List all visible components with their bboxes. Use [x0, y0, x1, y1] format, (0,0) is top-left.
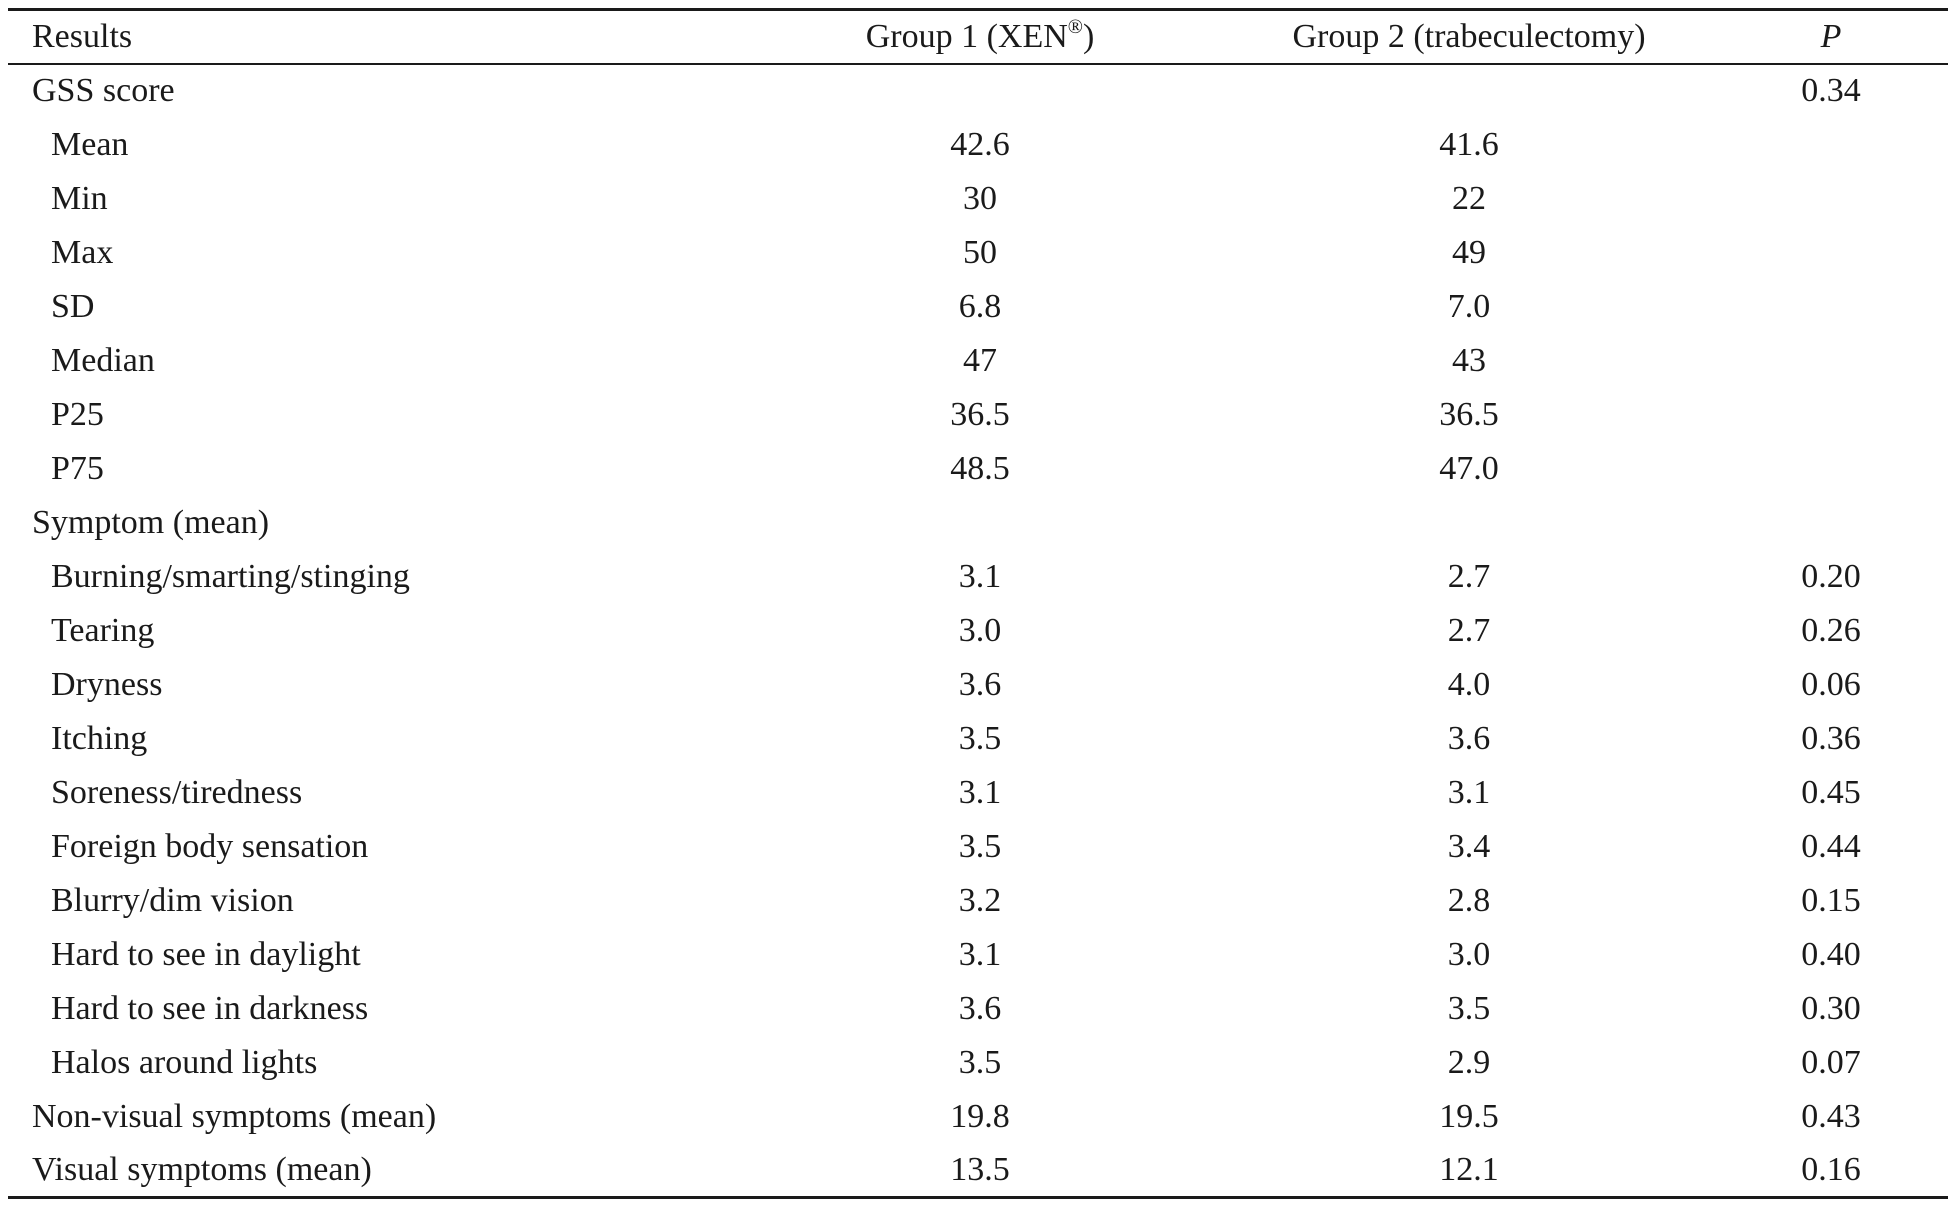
row-label: Symptom (mean)	[32, 503, 270, 541]
group-2-value: 2.7	[1447, 611, 1491, 649]
p-value: 0.16	[1714, 1144, 1948, 1198]
header-group-2: Group 2 (trabeculectomy)	[1224, 10, 1714, 64]
group-2-value: 47.0	[1439, 449, 1499, 487]
row-label: Mean	[51, 125, 129, 163]
group-1-value: 50	[963, 233, 997, 271]
p-value	[1714, 118, 1948, 172]
row-label: P75	[51, 449, 104, 487]
table-row	[8, 388, 1948, 442]
group-1-value: 3.5	[958, 1043, 1002, 1081]
group-2-value: 22	[1452, 179, 1486, 217]
table-row	[8, 766, 1948, 820]
row-label: Dryness	[51, 665, 163, 703]
group-1-value	[736, 496, 1224, 550]
p-value: 0.43	[1801, 1097, 1861, 1135]
results-table	[8, 8, 1948, 1199]
table-body	[8, 64, 1948, 1198]
p-value: 0.40	[1801, 935, 1861, 973]
table-row	[8, 604, 1948, 658]
table-row	[8, 820, 1948, 874]
row-label: Median	[51, 341, 155, 379]
row-label: Max	[51, 233, 114, 271]
group-1-value: 47	[963, 341, 997, 379]
row-label: Non-visual symptoms (mean)	[32, 1097, 437, 1135]
table-row	[8, 172, 1948, 226]
p-value: 0.45	[1801, 773, 1861, 811]
group-2-value: 2.7	[1447, 557, 1491, 595]
row-label: Halos around lights	[51, 1043, 318, 1081]
p-value	[1714, 442, 1948, 496]
group-1-value: 3.5	[958, 827, 1002, 865]
p-value	[1714, 226, 1948, 280]
row-label: Tearing	[51, 611, 155, 649]
p-value: 0.26	[1801, 611, 1861, 649]
row-label: Visual symptoms (mean)	[8, 1144, 736, 1198]
p-value: 0.15	[1801, 881, 1861, 919]
group-2-value: 3.1	[1447, 773, 1491, 811]
row-label: Blurry/dim vision	[51, 881, 294, 919]
p-value	[1714, 496, 1948, 550]
table-row	[8, 1090, 1948, 1144]
results-table-container	[8, 8, 1948, 1199]
group-1-value: 6.8	[958, 287, 1002, 325]
p-value: 0.07	[1801, 1043, 1861, 1081]
header-group-1	[736, 10, 1224, 64]
row-label: SD	[51, 287, 95, 325]
header-group-1-suffix: )	[1082, 17, 1095, 55]
group-2-value: 2.9	[1447, 1043, 1491, 1081]
p-value	[1714, 388, 1948, 442]
table-row	[8, 118, 1948, 172]
group-1-value: 3.2	[958, 881, 1002, 919]
group-2-value: 49	[1452, 233, 1486, 271]
group-2-value: 2.8	[1447, 881, 1491, 919]
group-2-value: 4.0	[1447, 665, 1491, 703]
row-label: P25	[51, 395, 104, 433]
row-label: Soreness/tiredness	[51, 773, 303, 811]
group-2-value: 36.5	[1439, 395, 1499, 433]
group-1-value: 3.1	[958, 557, 1002, 595]
p-value: 0.34	[1801, 72, 1861, 109]
group-1-value: 3.6	[958, 665, 1002, 703]
p-value: 0.20	[1801, 557, 1861, 595]
group-1-value: 3.6	[958, 989, 1002, 1027]
group-2-value: 12.1	[1224, 1144, 1714, 1198]
group-1-value: 3.0	[958, 611, 1002, 649]
table-row	[8, 64, 1948, 118]
row-label: Burning/smarting/stinging	[51, 557, 410, 595]
group-2-value: 3.6	[1447, 719, 1491, 757]
group-1-value: 36.5	[950, 395, 1010, 433]
group-1-value: 48.5	[950, 449, 1010, 487]
row-label: Hard to see in daylight	[51, 935, 361, 973]
group-2-value: 43	[1452, 341, 1486, 379]
p-value	[1714, 172, 1948, 226]
group-2-value	[1224, 64, 1714, 118]
p-value: 0.36	[1801, 719, 1861, 757]
group-1-value: 3.5	[958, 719, 1002, 757]
table-row	[8, 874, 1948, 928]
group-2-value	[1224, 496, 1714, 550]
table-header	[8, 10, 1948, 64]
table-row	[8, 712, 1948, 766]
table-row	[8, 928, 1948, 982]
group-1-value: 3.1	[958, 773, 1002, 811]
table-row	[8, 226, 1948, 280]
group-2-value: 7.0	[1447, 287, 1491, 325]
group-1-value: 42.6	[950, 125, 1010, 163]
header-row	[8, 10, 1948, 64]
p-value: 0.44	[1801, 827, 1861, 865]
table-row	[8, 1036, 1948, 1090]
table-row	[8, 658, 1948, 712]
group-2-value: 3.5	[1447, 989, 1491, 1027]
table-row	[8, 334, 1948, 388]
group-1-value: 3.1	[958, 935, 1002, 973]
group-1-value: 19.8	[950, 1097, 1010, 1135]
row-label: Hard to see in darkness	[51, 989, 369, 1027]
table-row	[8, 550, 1948, 604]
p-value: 0.06	[1801, 665, 1861, 703]
row-label: GSS score	[32, 72, 175, 109]
p-value: 0.30	[1801, 989, 1861, 1027]
group-2-value: 41.6	[1439, 125, 1499, 163]
row-label: Min	[51, 179, 108, 217]
group-2-value: 19.5	[1439, 1097, 1499, 1135]
row-label: Itching	[51, 719, 148, 757]
registered-mark: ®	[1067, 15, 1083, 38]
row-label: Foreign body sensation	[51, 827, 369, 865]
table-row	[8, 982, 1948, 1036]
p-value	[1714, 334, 1948, 388]
p-value	[1714, 280, 1948, 334]
table-row	[8, 442, 1948, 496]
group-2-value: 3.4	[1447, 827, 1491, 865]
header-results: Results	[8, 10, 736, 64]
group-1-value: 30	[963, 179, 997, 217]
group-2-value: 3.0	[1447, 935, 1491, 973]
table-row	[8, 1144, 1948, 1198]
table-row	[8, 496, 1948, 550]
header-group-1-prefix: Group 1 (XEN	[865, 17, 1068, 55]
table-row	[8, 280, 1948, 334]
group-1-value	[736, 64, 1224, 118]
header-p-value: P	[1714, 10, 1948, 64]
group-1-value: 13.5	[736, 1144, 1224, 1198]
